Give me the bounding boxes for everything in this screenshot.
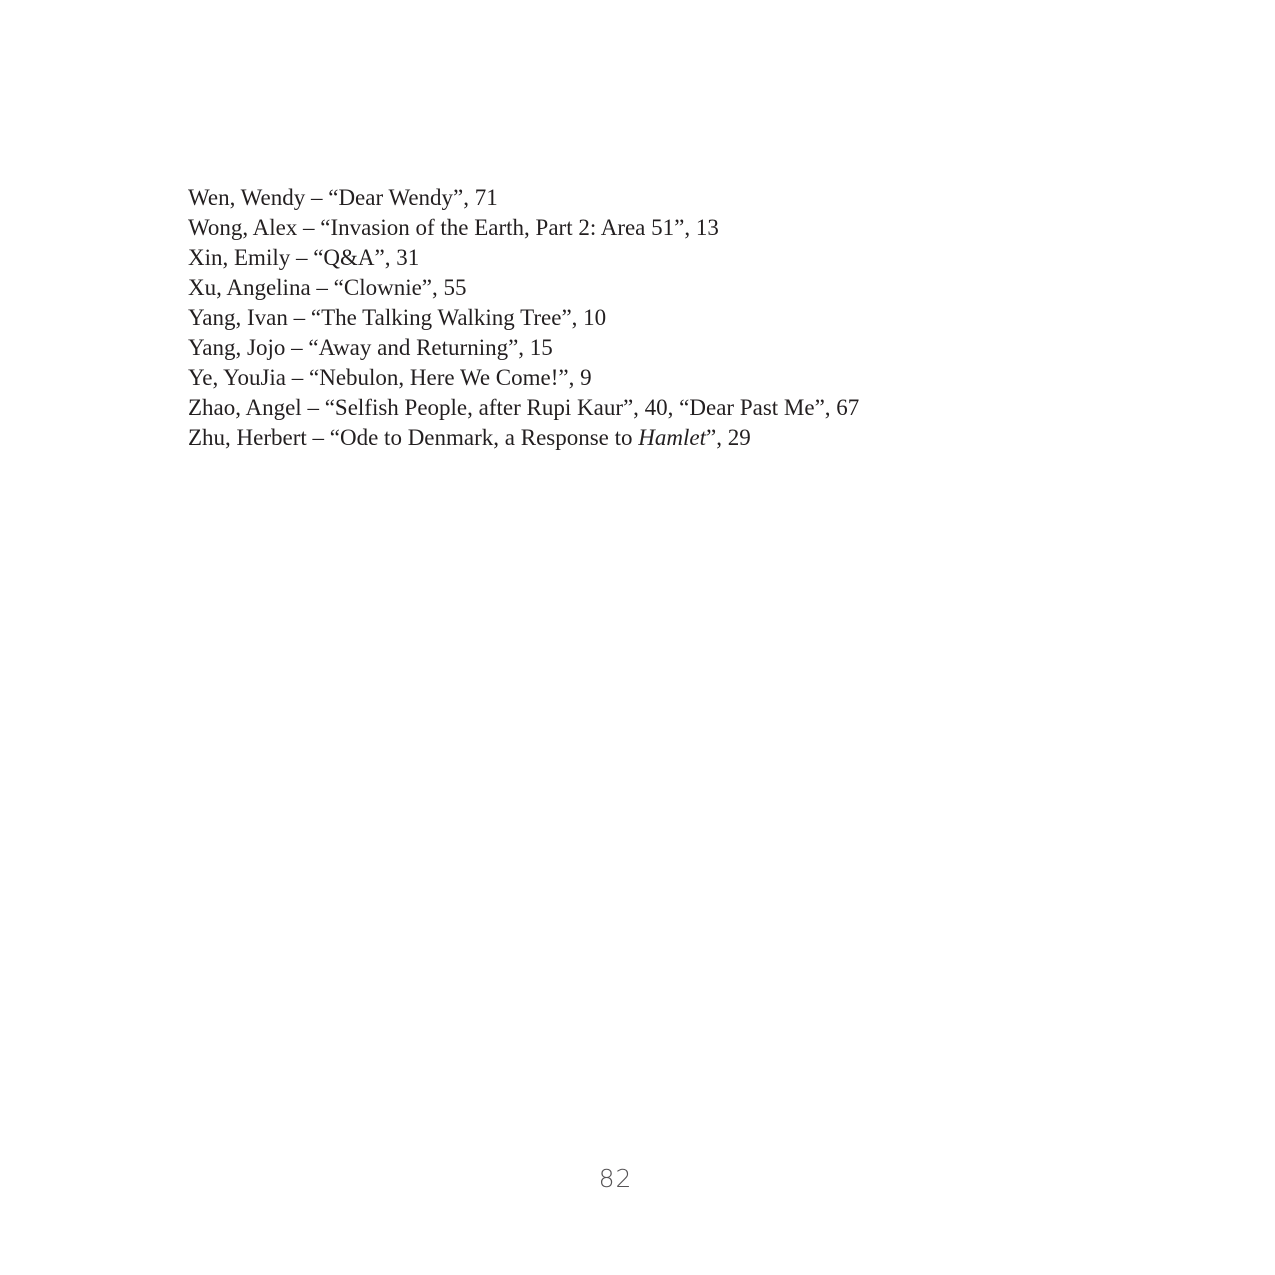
- entry-text: Zhu, Herbert – “Ode to Denmark, a Response to: [188, 425, 639, 450]
- entry-text-tail: ”, 29: [706, 425, 751, 450]
- entry-italic-title: Hamlet: [638, 425, 707, 450]
- index-entry: [188, 243, 859, 273]
- entry-text: Zhao, Angel – “Selfish People, after Rupi Kaur”, 40, “Dear Past Me”, 67: [188, 395, 860, 420]
- page-number: 82: [598, 1164, 633, 1193]
- entry-text: Yang, Jojo – “Away and Returning”, 15: [188, 335, 553, 360]
- index-entry: [188, 303, 859, 333]
- entry-text: Yang, Ivan – “The Talking Walking Tree”, 10: [188, 305, 607, 330]
- index-entry: [188, 213, 859, 243]
- index-entry: [188, 183, 859, 213]
- index-entry: [188, 363, 859, 393]
- index-entry: [188, 333, 859, 363]
- index-entry: [188, 423, 859, 453]
- entry-text: Ye, YouJia – “Nebulon, Here We Come!”, 9: [188, 365, 592, 390]
- index-entry: [188, 273, 859, 303]
- entry-text: Xin, Emily – “Q&A”, 31: [188, 245, 420, 270]
- entry-text: Wen, Wendy – “Dear Wendy”, 71: [188, 185, 498, 210]
- entry-text: Wong, Alex – “Invasion of the Earth, Part 2: Area 51”, 13: [188, 215, 719, 240]
- contributor-index: [188, 183, 859, 453]
- entry-text: Xu, Angelina – “Clownie”, 55: [188, 275, 467, 300]
- index-entry: [188, 393, 859, 423]
